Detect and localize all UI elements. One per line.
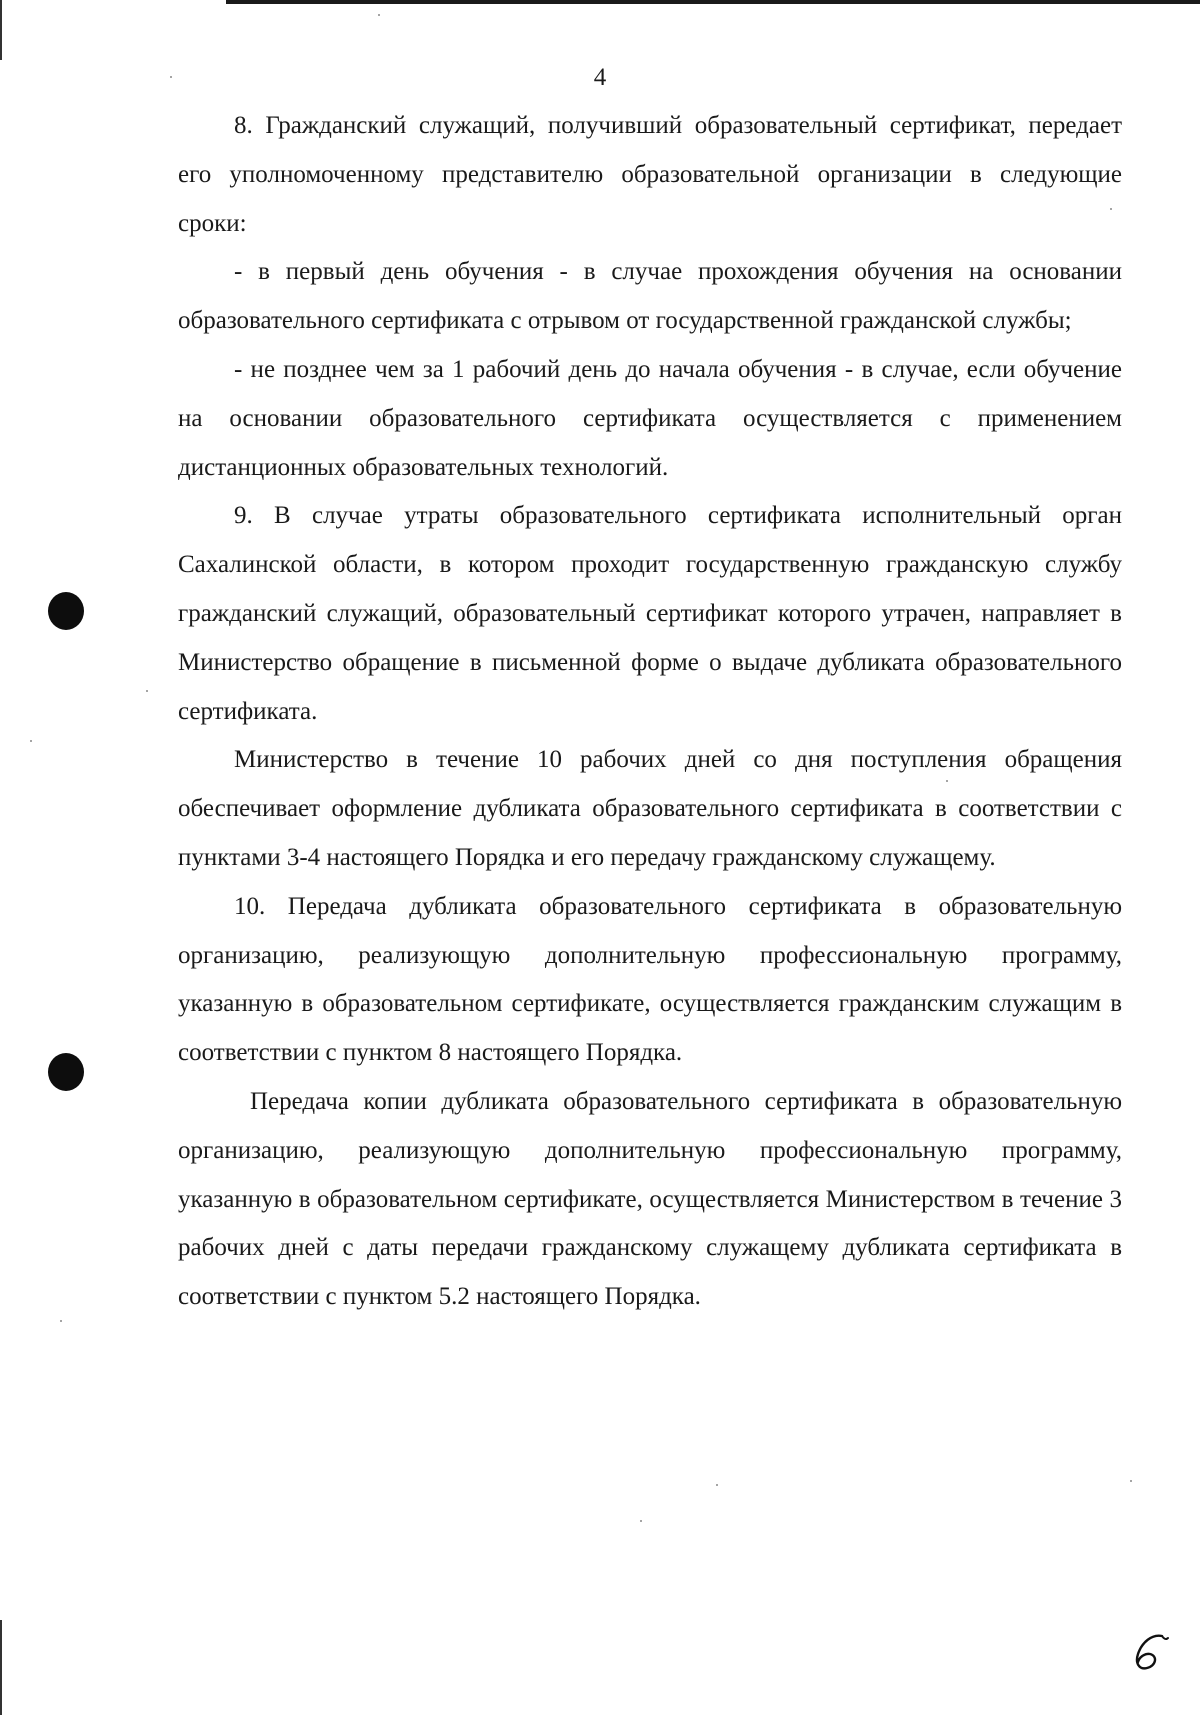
paragraph-10: 10. Передача дубликата образовательного сертификата в образовательную организацию, реализующую дополнительную профессиональную программу, указанную в образовательном сертификате, осуществляется гражданским служащим в соответствии с пунктом 8 настоящего Порядка. xyxy=(178,892,1122,1067)
paragraph-copy-transfer: Передача копии дубликата образовательного сертификата в образовательную организацию, реализующую дополнительную профессиональную программу, указанную в образовательном сертификате, осуществляется Министерством в течение 3 рабочих дней с даты передачи гражданскому служащему дубликата сертификата в соответствии с пунктом 5.2 настоящего Порядка. xyxy=(178,1087,1122,1311)
document-body xyxy=(178,102,1122,1322)
paragraph-ministry-duplicate: Министерство в течение 10 рабочих дней со дня поступления обращения обеспечивает оформление дубликата образовательного сертификата в соответствии с пунктами 3-4 настоящего Порядка и его передачу гражданскому служащему. xyxy=(178,746,1122,871)
punch-hole xyxy=(48,592,84,630)
scan-speck xyxy=(640,1520,642,1522)
scan-speck xyxy=(146,690,148,692)
list-item-first-day: - в первый день обучения - в случае прохождения обучения на основании образовательного сертификата с отрывом от государственной гражданской службы; xyxy=(178,258,1122,335)
scan-edge-left-bottom xyxy=(0,1620,2,1715)
scan-speck xyxy=(378,14,380,16)
scan-speck xyxy=(1110,208,1112,210)
punch-hole xyxy=(48,1053,84,1091)
scan-speck xyxy=(946,780,948,782)
paragraph-9: 9. В случае утраты образовательного сертификата исполнительный орган Сахалинской области, в котором проходит государственную гражданскую службу гражданский служащий, образовательный сертификат которого утрачен, направляет в Министерство обращение в письменной форме о выдаче дубликата образовательного сертификата. xyxy=(178,502,1122,725)
scan-edge-top xyxy=(226,0,1200,4)
scan-speck xyxy=(1130,1480,1132,1482)
scan-speck xyxy=(60,1320,62,1322)
scan-speck xyxy=(716,1484,718,1486)
page-number: 4 xyxy=(593,64,607,91)
scan-speck xyxy=(30,740,32,742)
scan-edge-left xyxy=(0,0,2,60)
paragraph-8: 8. Гражданский служащий, получивший образовательный сертификат, передает его уполномоченному представителю образовательной организации в следующие сроки: xyxy=(178,112,1122,237)
list-item-one-day-before: - не позднее чем за 1 рабочий день до начала обучения - в случае, если обучение на основании образовательного сертификата осуществляется с применением дистанционных образовательных технологий. xyxy=(178,355,1122,481)
scan-speck xyxy=(170,76,172,78)
handwritten-page-mark xyxy=(1128,1630,1172,1674)
